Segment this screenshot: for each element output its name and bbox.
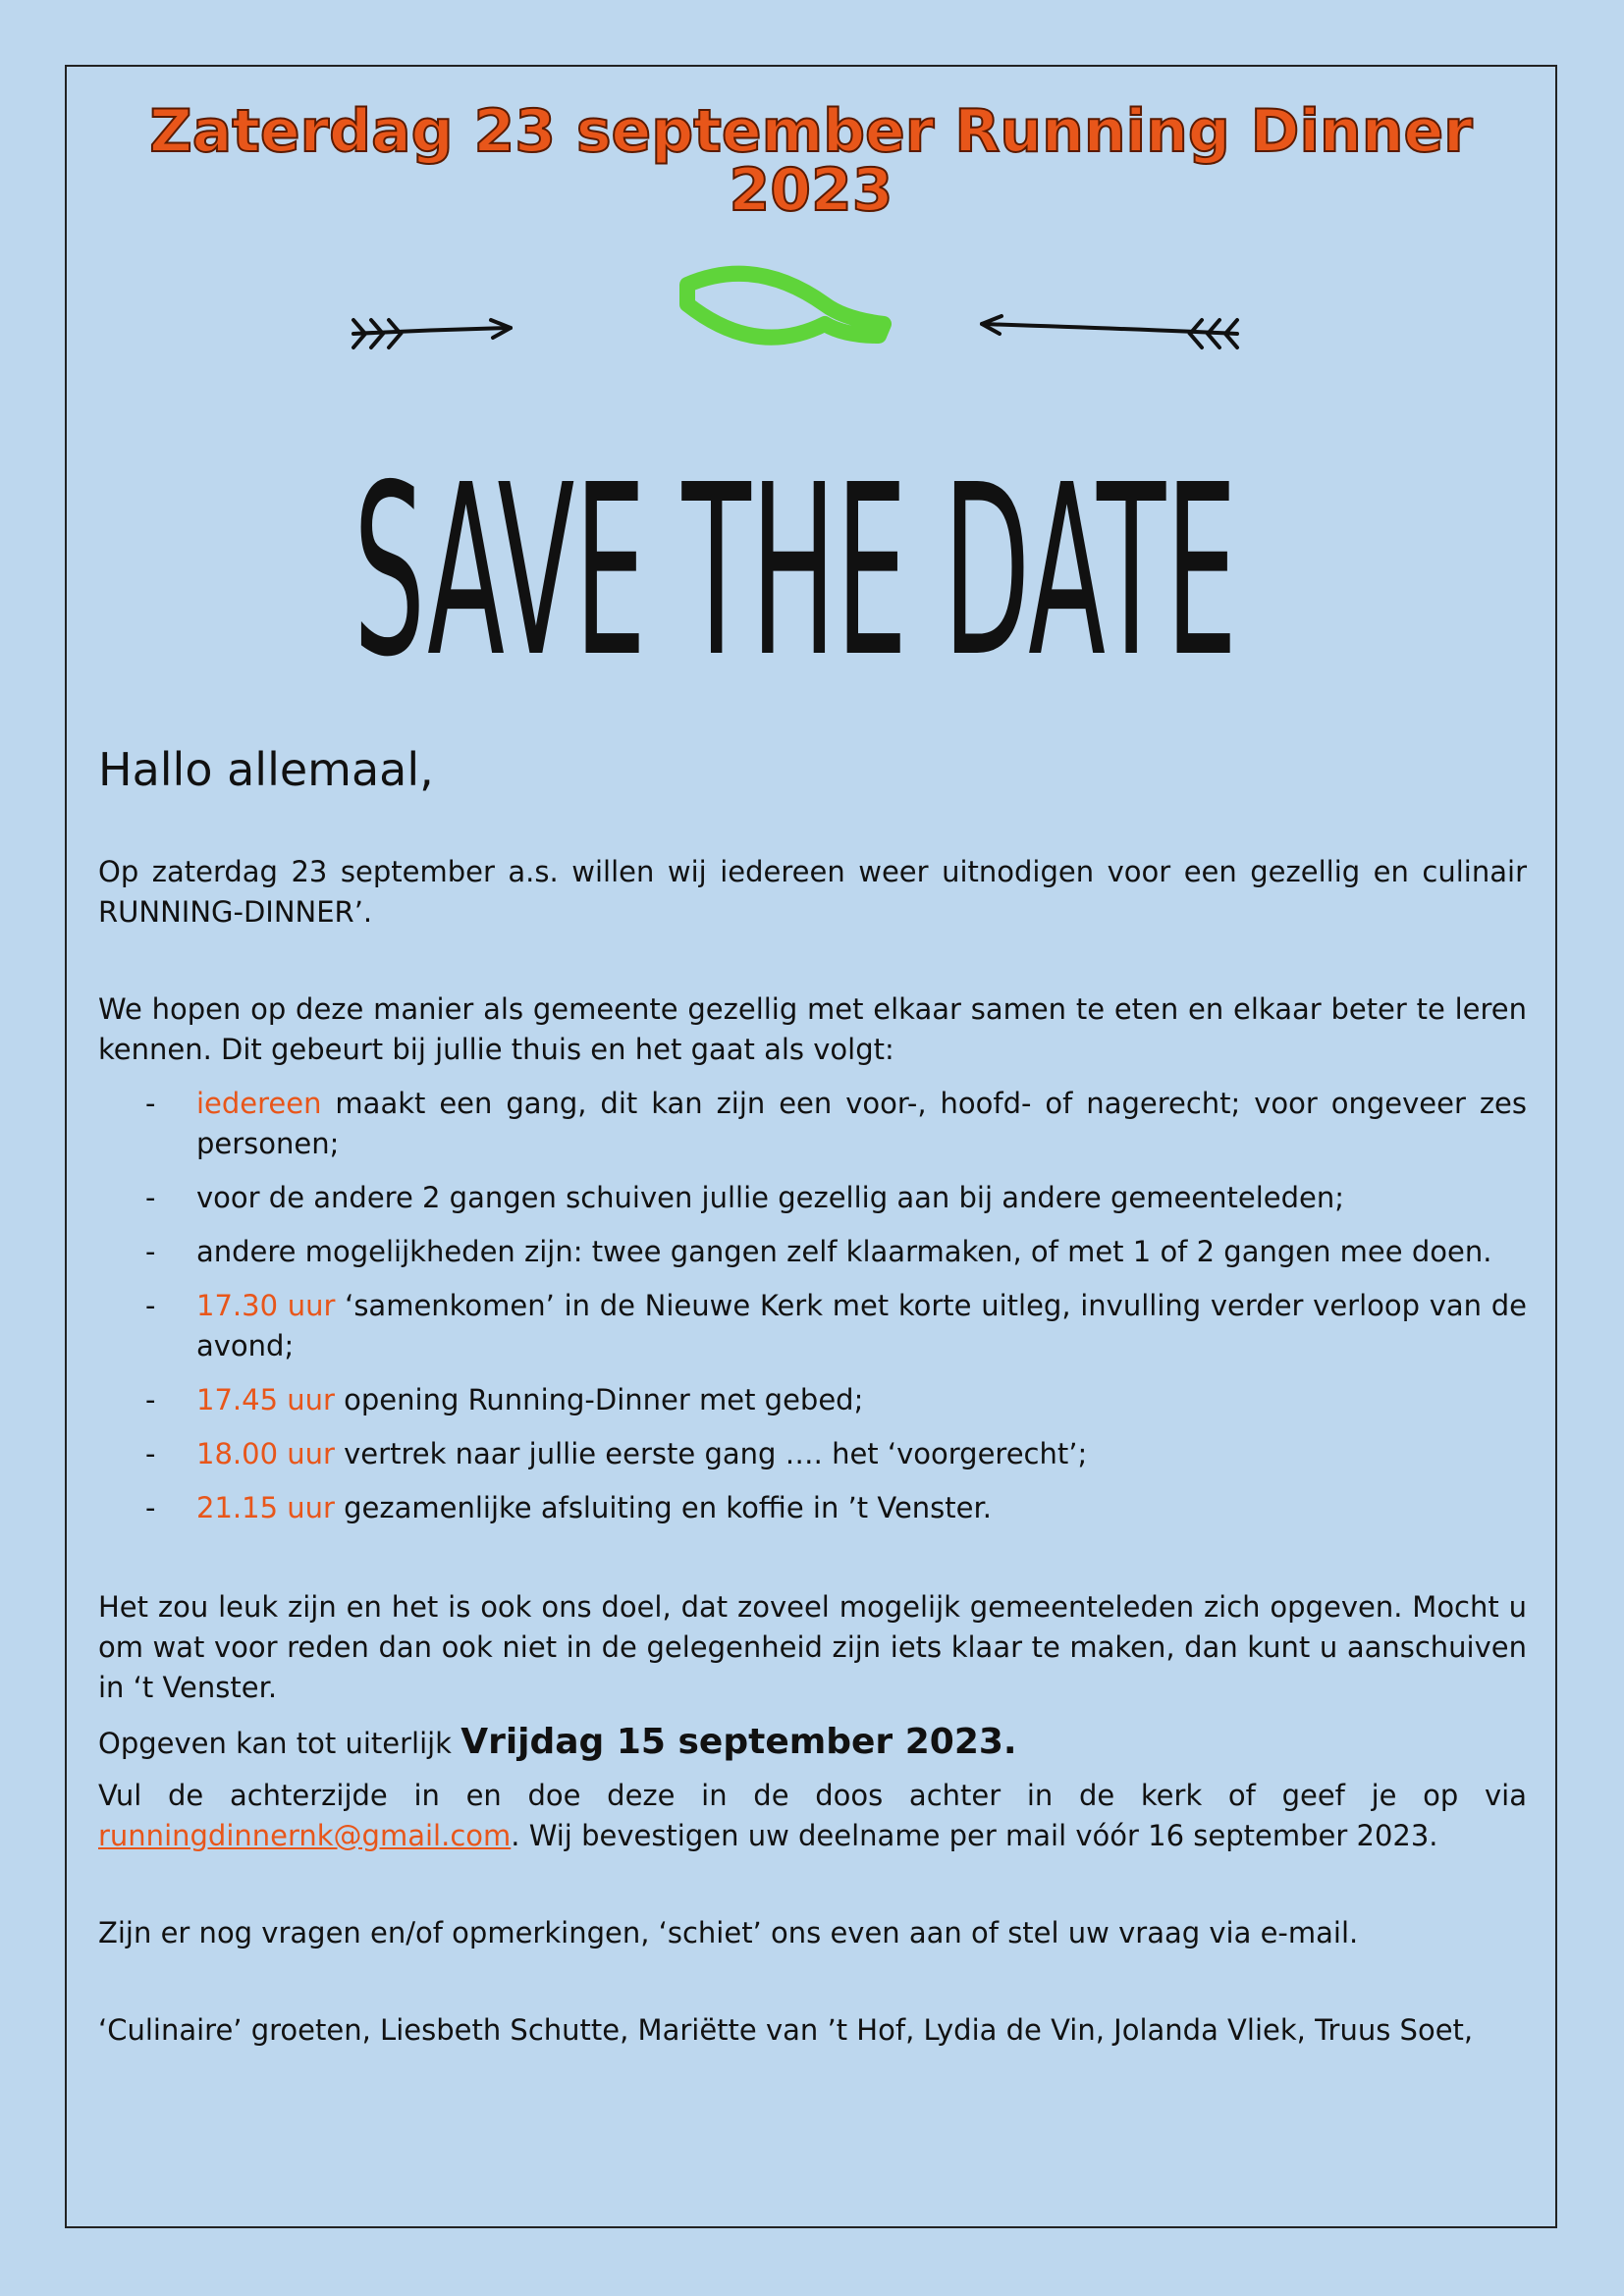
- arrow-right-icon: [353, 320, 511, 347]
- bullet-dash: -: [145, 1181, 156, 1214]
- list-item: [98, 1380, 1527, 1420]
- bullet-dash: -: [145, 1235, 156, 1268]
- highlight-time: 18.00 uur: [196, 1437, 335, 1470]
- closing-signature: ‘Culinaire’ groeten, Liesbeth Schutte, Mariëtte van ’t Hof, Lydia de Vin, Jolanda Vliek, Truus Soet,: [98, 2013, 1474, 2047]
- bullet-dash: -: [145, 1289, 156, 1322]
- item-text: ‘samenkomen’ in de Nieuwe Kerk met korte uitleg, invulling verder verloop van de avond;: [196, 1289, 1527, 1362]
- plan-paragraph: We hopen op deze manier als gemeente gezellig met elkaar samen te eten en elkaar beter te leren kennen. Dit gebeurt bij jullie thuis en het gaat als volgt:: [98, 992, 1527, 1066]
- save-the-date-text: SAVE THE DATE: [353, 434, 1237, 677]
- bullet-dash: -: [145, 1437, 156, 1470]
- highlight-time: 21.15 uur: [196, 1491, 335, 1524]
- highlight-text: iedereen: [196, 1087, 322, 1120]
- save-the-date-banner: [334, 265, 1257, 677]
- deadline-date: Vrijdag 15 september 2023.: [460, 1722, 1017, 1762]
- signup-tail: . Wij bevestigen uw deelname per mail vóór 16 september 2023.: [511, 1819, 1438, 1852]
- intro-paragraph: Op zaterdag 23 september a.s. willen wij iedereen weer uitnodigen voor een gezellig en culinair RUNNING-DINNER’.: [98, 855, 1527, 929]
- list-item: [98, 1084, 1527, 1164]
- list-item: [98, 1286, 1527, 1366]
- item-text: vertrek naar jullie eerste gang …. het ‘voorgerecht’;: [334, 1437, 1088, 1470]
- item-text: voor de andere 2 gangen schuiven jullie gezellig aan bij andere gemeenteleden;: [196, 1181, 1345, 1214]
- deadline-line: [98, 1722, 1527, 1764]
- bullet-dash: -: [145, 1491, 156, 1524]
- list-item: [98, 1488, 1527, 1528]
- item-text: gezamenlijke afsluiting en koffie in ’t Venster.: [334, 1491, 992, 1524]
- highlight-time: 17.45 uur: [196, 1383, 335, 1416]
- item-text: maakt een gang, dit kan zijn een voor-, hoofd- of nagerecht; voor ongeveer zes personen;: [196, 1087, 1527, 1160]
- page-title: Zaterdag 23 september Running Dinner 2023: [149, 97, 1473, 225]
- list-item: [98, 1178, 1527, 1218]
- item-text: opening Running-Dinner met gebed;: [334, 1383, 864, 1416]
- fish-icon: [687, 274, 884, 338]
- letter-body: [98, 726, 1527, 2051]
- arrow-left-icon: [982, 316, 1237, 347]
- email-link[interactable]: runningdinnernk@gmail.com: [98, 1819, 512, 1852]
- participation-paragraph: Het zou leuk zijn en het is ook ons doel, dat zoveel mogelijk gemeenteleden zich opgeven. Mocht u om wat voor reden dan ook niet in de gelegenheid zijn iets klaar te maken, dan kunt u aanschuiven in ‘t Venster.: [98, 1590, 1527, 1704]
- bullet-dash: -: [145, 1383, 156, 1416]
- highlight-time: 17.30 uur: [196, 1289, 336, 1322]
- list-item: [98, 1434, 1527, 1474]
- item-text: andere mogelijkheden zijn: twee gangen zelf klaarmaken, of met 1 of 2 gangen mee doen.: [196, 1235, 1492, 1268]
- signup-lead: Vul de achterzijde in en doe deze in de doos achter in de kerk of geef je op via: [98, 1779, 1527, 1812]
- signup-paragraph: [98, 1776, 1527, 1856]
- greeting: Hallo allemaal,: [98, 743, 434, 796]
- list-item: [98, 1232, 1527, 1272]
- schedule-list: [98, 1084, 1527, 1528]
- bullet-dash: -: [145, 1087, 156, 1120]
- deadline-lead: Opgeven kan tot uiterlijk: [98, 1727, 461, 1760]
- questions-paragraph: Zijn er nog vragen en/of opmerkingen, ‘schiet’ ons even aan of stel uw vraag via e-mail.: [98, 1916, 1359, 1949]
